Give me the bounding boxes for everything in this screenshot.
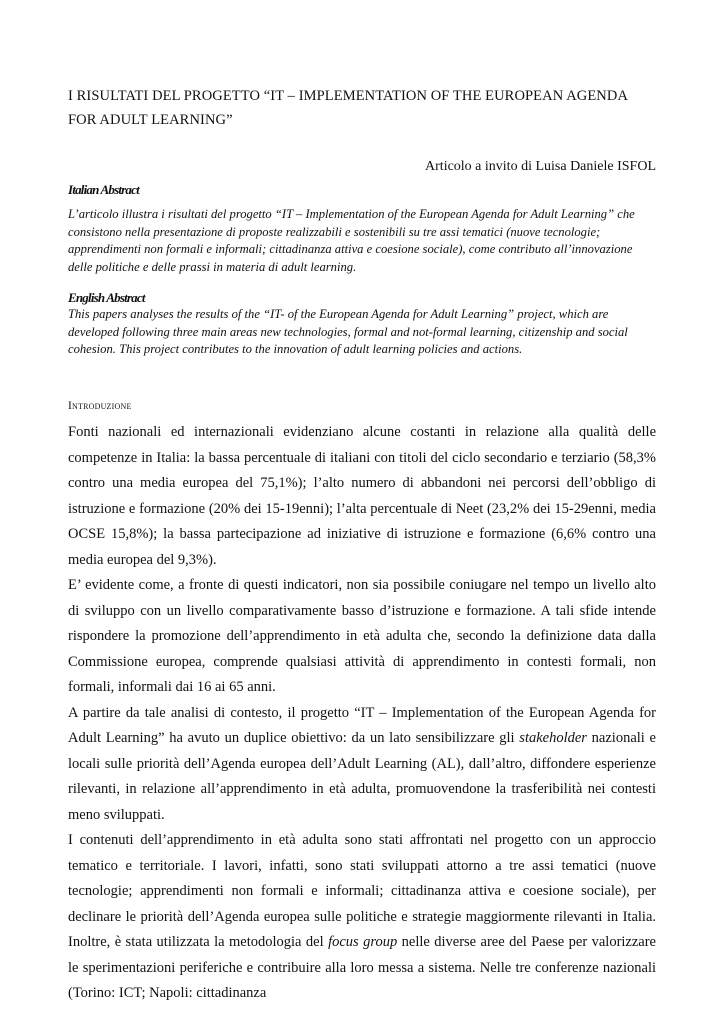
paragraph-3-part-b: nazionali e locali sulle priorità dell’Agenda europea dell’Adult Learning (AL), dall’altro, diffondere esperienze rilevanti, in relazione all’apprendimento in età adulta, promuovendone la trasferibilità nei contesti meno sviluppati. [68, 730, 656, 823]
paragraph-4-part-a: I contenuti dell’apprendimento in età adulta sono stati affrontati nel progetto con un approccio tematico e territoriale. I lavori, infatti, sono stati sviluppati attorno a tre assi tematici (nuove tecnologie; apprendimenti non formali e informali; cittadinanza attiva e coesione sociale), per declinare le priorità dell’Agenda europea sulle politiche e strategie maggiormente rilevanti in Italia. Inoltre, è stata utilizzata la metodologia del [68, 832, 656, 950]
paragraph-4 [68, 828, 656, 1007]
italian-abstract-text: L’articolo illustra i risultati del progetto “IT – Implementation of the European Agenda for Adult Learning” che consistono nella presentazione di proposte realizzabili e sostenibili su tre assi tematici (nuove tecnologie; apprendimenti non formali e informali; cittadinanza attiva e coesione sociale), come contributo all’innovazione delle politiche e delle prassi in materia di adult learning. [68, 207, 635, 274]
paragraph-2: E’ evidente come, a fronte di questi indicatori, non sia possibile coniugare nel tempo un livello alto di sviluppo con un livello comparativamente basso d’istruzione e formazione. A tali sfide intende rispondere la promozione dell’apprendimento in età adulta che, secondo la definizione data dalla Commissione europea, comprende qualsiasi attività di apprendimento in contesti formali, non formali, informali dai 16 ai 65 anni. [68, 577, 656, 695]
document-title [68, 84, 656, 132]
section-heading-introduzione: Introduzione [68, 400, 132, 412]
paragraph-4-emphasis: focus group [328, 934, 398, 950]
author-byline: Articolo a invito di Luisa Daniele ISFOL [425, 159, 656, 174]
english-abstract-text: This papers analyses the results of the “IT- of the European Agenda for Adult Learning” project, which are developed following three main areas new technologies, formal and not-formal learning, citizenship and social cohesion. This project contributes to the innovation of adult learning policies and actions. [68, 307, 628, 357]
italian-abstract-heading: Italian Abstract [68, 182, 139, 197]
body-text [68, 420, 656, 1007]
paragraph-3 [68, 701, 656, 829]
paragraph-3-emphasis: stakeholder [519, 730, 587, 746]
title-line-2: FOR ADULT LEARNING” [68, 112, 233, 128]
title-line-1: I RISULTATI DEL PROGETTO “IT – IMPLEMENTATION OF THE EUROPEAN AGENDA [68, 88, 629, 104]
paragraph-3-part-a: A partire da tale analisi di contesto, il progetto “IT – Implementation of the European Agenda for Adult Learning” ha avuto un duplice obiettivo: da un lato sensibilizzare gli [68, 704, 656, 746]
paragraph-1: Fonti nazionali ed internazionali evidenziano alcune costanti in relazione alla qualità delle competenze in Italia: la bassa percentuale di italiani con titoli del ciclo secondario e terziario (58,3% contro una media europea del 75,1%); l’alto numero di abbandoni nei percorsi dell’obbligo di istruzione e formazione (20% dei 15-19enni); l’alta percentuale di Neet (23,2% dei 15-29enni, media OCSE 15,8%); la bassa partecipazione ad iniziative di istruzione e formazione (6,6% contro una media europea del 9,3%). [68, 424, 656, 568]
english-abstract-heading: English Abstract [68, 290, 145, 305]
paragraph-4-part-b: nelle diverse aree del Paese per valorizzare le sperimentazioni periferiche e contribuire alla loro messa a sistema. Nelle tre conferenze nazionali (Torino: ICT; Napoli: cittadinanza [68, 934, 656, 1001]
